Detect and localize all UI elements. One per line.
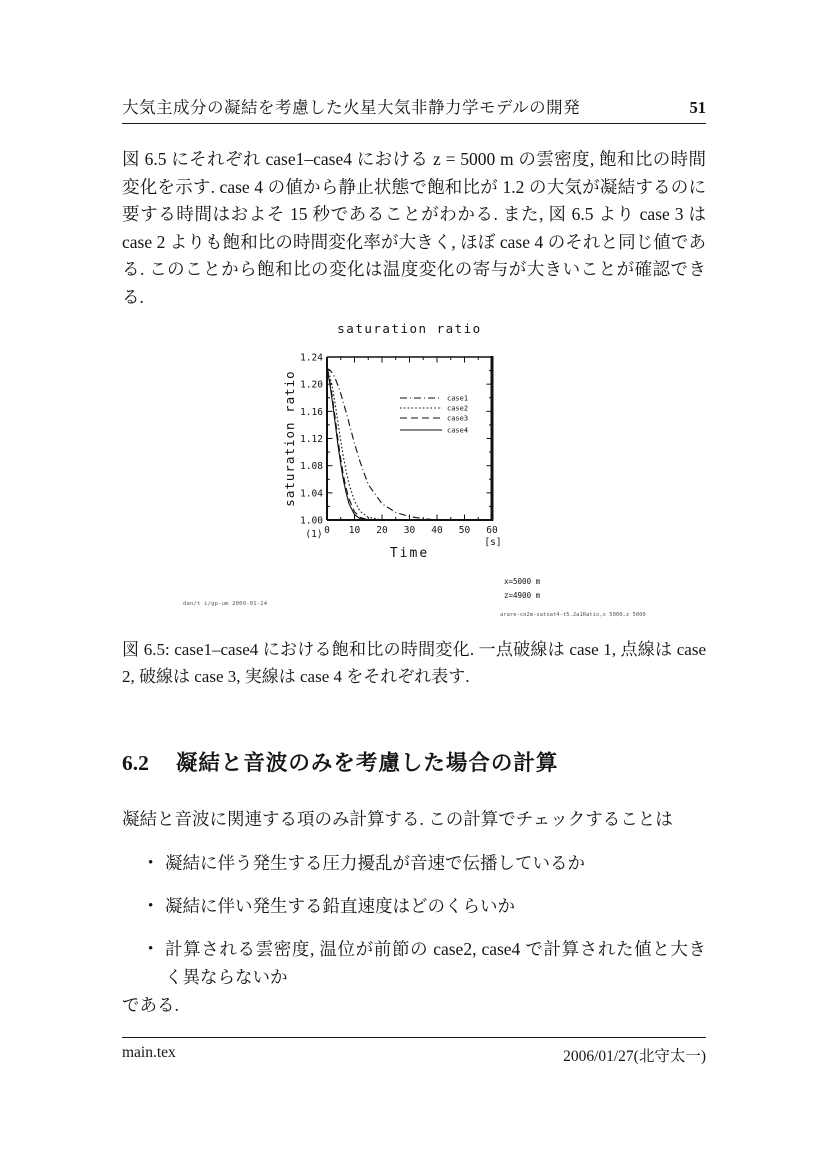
y-tick-label: 1.08 [300, 461, 323, 473]
y-axis-label: saturation ratio [282, 370, 297, 507]
legend-label-case3: case3 [447, 414, 469, 423]
closing-text: である. [122, 995, 179, 1015]
chart-title: saturation ratio [337, 321, 482, 336]
list-item [148, 893, 706, 921]
axis-ticks [327, 357, 492, 520]
bullet-text: 計算される雲密度, 温位が前節の case2, case4 で計算された値と大きく異ならないか [165, 939, 706, 987]
bullet-text: 凝結に伴う発生する圧力擾乱が音速で伝播しているか [165, 853, 585, 873]
bullet-text: 凝結に伴い発生する鉛直速度はどのくらいか [165, 896, 515, 916]
section-number: 6.2 [122, 751, 149, 775]
list-item [148, 936, 706, 991]
list-item [148, 850, 706, 878]
x-tick-label: 0 [324, 525, 330, 536]
x-tick-label: 60 [486, 525, 498, 536]
plot-credit-right: arare-co2m-satsat4-t5.2a1Ratio,x 5000,z 5000 [500, 612, 646, 618]
legend-label-case2: case2 [447, 404, 469, 413]
legend [400, 395, 468, 435]
curve-case1 [327, 369, 492, 521]
legend-label-case1: case1 [447, 394, 469, 403]
page-header [122, 94, 706, 124]
figure-chart [280, 313, 726, 625]
curves [327, 369, 492, 521]
running-title: 大気主成分の凝結を考慮した火星大気非静力学モデルの開発 [122, 98, 581, 117]
saturation-ratio-chart [280, 313, 726, 625]
plot-credit-left: dan/t i/gp-um 2000-01-24 [183, 601, 268, 607]
footer-filename: main.tex [122, 1044, 176, 1061]
curve-case3 [327, 369, 492, 521]
y-tick-label: 1.16 [300, 406, 323, 418]
y-tick-label: 1.04 [300, 488, 323, 500]
bullet-icon: • [148, 941, 154, 957]
plot-frame [327, 356, 492, 521]
y-tick-label: 1.20 [300, 379, 323, 391]
section-heading [122, 746, 558, 777]
body-paragraph-2: 凝結と音波に関連する項のみ計算する. この計算でチェックすることは [122, 809, 673, 829]
curve-case2 [327, 369, 492, 521]
section-title: 凝結と音波のみを考慮した場合の計算 [175, 751, 559, 775]
y-tick-label: 1.12 [300, 434, 323, 445]
body-paragraph-1: 図 6.5 にそれぞれ case1–case4 における z = 5000 m の雲密度, 飽和比の時間変化を示す. case 4 の値から静止状態で飽和比が 1.2 の大気が凝結するのに要する時間はおよそ 15 秒であることがわかる. また, 図 6.5 より case 3 は case 2 よりも飽和比の時間変化率が大きく, ほぼ case 4 のそれと同じ値である. このことから飽和比の変化は温度変化の寄与が大きいことが確認できる. [122, 149, 706, 307]
x-tick-label: 50 [458, 525, 471, 536]
bullet-list [148, 850, 706, 1007]
y-tick-label: 1.24 [300, 352, 323, 364]
x-tick-label: 40 [431, 525, 443, 536]
y-tick-label: 1.00 [300, 515, 323, 527]
bullet-icon: • [148, 898, 154, 914]
figure-caption: 図 6.5: case1–case4 における飽和比の時間変化. 一点破線は case 1, 点線は case 2, 破線は case 3, 実線は case 4 をそれぞれ表す. [122, 640, 706, 686]
legend-label-case4: case4 [447, 426, 469, 435]
x-axis-label: Time [389, 546, 430, 561]
slice-annotation: z=4900 m [504, 591, 541, 600]
x-unit-label: [s] [484, 537, 502, 548]
footer-date-author: 2006/01/27(北守太一) [563, 1048, 706, 1065]
x-tick-label: 10 [348, 525, 361, 536]
curve-case4 [327, 369, 492, 521]
x-tick-label: 20 [376, 525, 388, 536]
page-number: 51 [689, 98, 706, 117]
x-tick-label: 30 [403, 525, 416, 536]
page-footer [122, 1037, 706, 1066]
bullet-icon: • [148, 855, 154, 871]
slice-annotation: x=5000 m [504, 577, 541, 586]
y-unit-label: (1) [305, 529, 323, 540]
